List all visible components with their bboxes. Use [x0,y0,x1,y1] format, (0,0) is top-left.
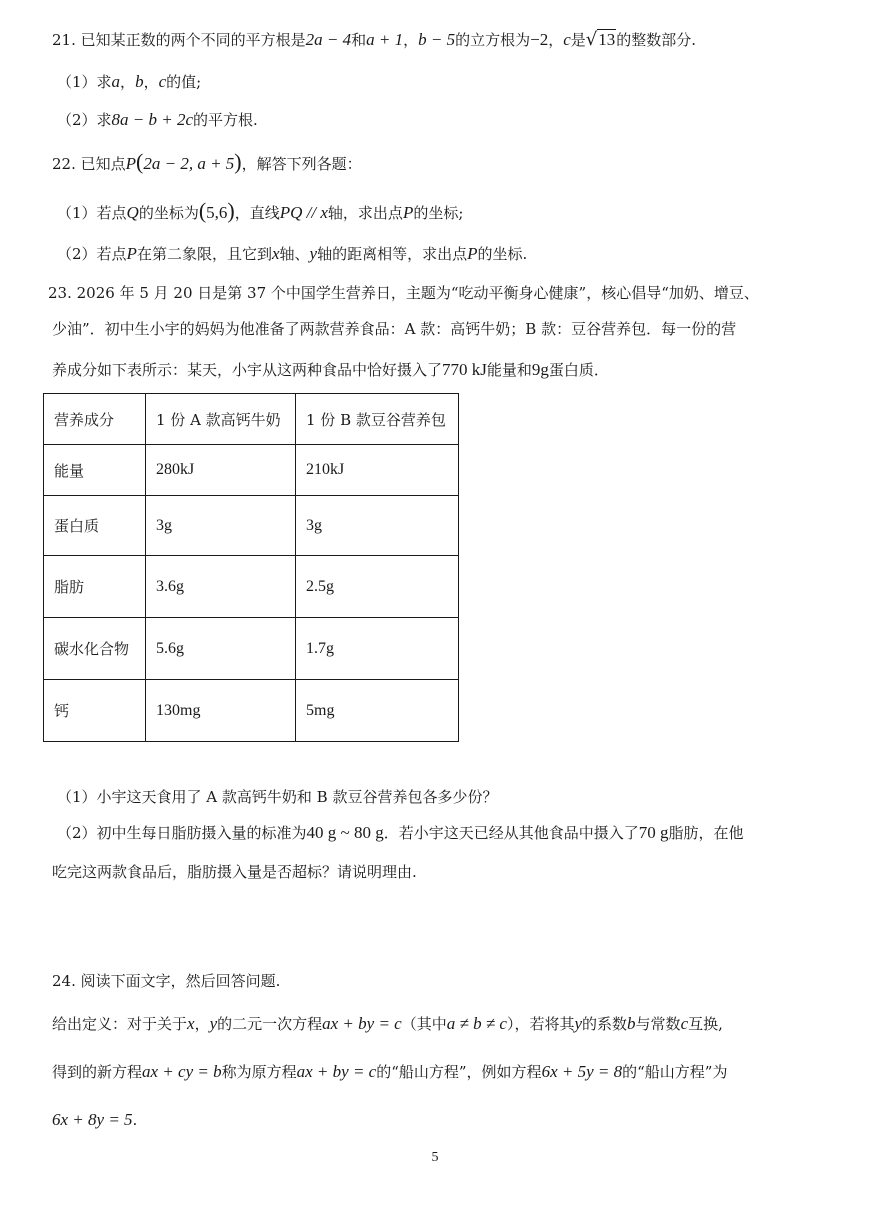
q22-sub1: （1）若点Q的坐标为(5,6)，直线PQ // x轴，求出点P的坐标; [57,198,464,223]
table-row [44,680,459,742]
table-cell: 碳水化合物 [44,618,146,680]
nutrition-table [43,393,459,742]
table-cell: 1.7g [296,618,459,680]
table-cell: 5mg [296,680,459,742]
q21-sub2: （2）求8a − b + 2c的平方根. [57,110,258,129]
table-row [44,445,459,496]
table-row [44,496,459,556]
table-cell: 3g [296,496,459,556]
table-header-cell: 1 份 B 款豆谷营养包 [296,394,459,445]
table-cell: 210kJ [296,445,459,496]
q23-sub2-cont: 吃完这两款食品后，脂肪摄入量是否超标？请说明理由. [52,863,417,881]
q24-example: 6x + 8y = 5. [52,1110,138,1129]
table-cell: 蛋白质 [44,496,146,556]
q24-definition: 给出定义：对于关于x，y的二元一次方程ax + by = c（其中a ≠ b ≠ c），若将其y的系数b与常数c互换, [52,1014,723,1033]
table-cell: 脂肪 [44,556,146,618]
table-cell: 5.6g [146,618,296,680]
table-cell: 130mg [146,680,296,742]
table-row [44,618,459,680]
table-cell: 3g [146,496,296,556]
q21-sub1: （1）求a，b，c的值; [57,72,202,91]
q23-line3: 养成分如下表所示：某天，小宇从这两种食品中恰好摄入了770 kJ能量和9g蛋白质． [52,360,609,379]
table-cell: 钙 [44,680,146,742]
table-header-cell: 1 份 A 款高钙牛奶 [146,394,296,445]
q24-title: 24. 阅读下面文字，然后回答问题. [52,972,281,990]
q23-line2: 少油”．初中生小宇的妈妈为他准备了两款营养食品：A 款：高钙牛奶；B 款：豆谷营养包．每一份的营 [52,320,737,338]
q23-line1: 23. 2026 年 5 月 20 日是第 37 个中国学生营养日，主题为“吃动平衡身心健康”，核心倡导“加奶、增豆、 [48,284,759,302]
table-cell: 能量 [44,445,146,496]
page-number: 5 [431,1150,439,1165]
q23-sub2: （2）初中生每日脂肪摄入量的标准为40 g ~ 80 g．若小宇这天已经从其他食品中摄入了70 g脂肪，在他 [57,823,744,842]
table-row [44,556,459,618]
q24-definition-cont: 得到的新方程ax + cy = b称为原方程ax + by = c的“船山方程”，例如方程6x + 5y = 8的“船山方程”为 [52,1062,728,1081]
table-cell: 280kJ [146,445,296,496]
q22-stem: 22. 已知点P(2a − 2, a + 5)，解答下列各题： [52,149,362,174]
q23-sub1: （1）小宇这天食用了 A 款高钙牛奶和 B 款豆谷营养包各多少份？ [57,788,498,806]
table-cell: 2.5g [296,556,459,618]
table-cell: 3.6g [146,556,296,618]
q21-stem: 21. 已知某正数的两个不同的平方根是2a − 4和a + 1，b − 5的立方根为−2，c是√13的整数部分. [52,29,697,50]
table-header-cell: 营养成分 [44,394,146,445]
q22-sub2: （2）若点P在第二象限，且它到x轴、y轴的距离相等，求出点P的坐标. [57,244,528,263]
sqrt-13: √13 [585,29,616,50]
table-header-row [44,394,459,445]
